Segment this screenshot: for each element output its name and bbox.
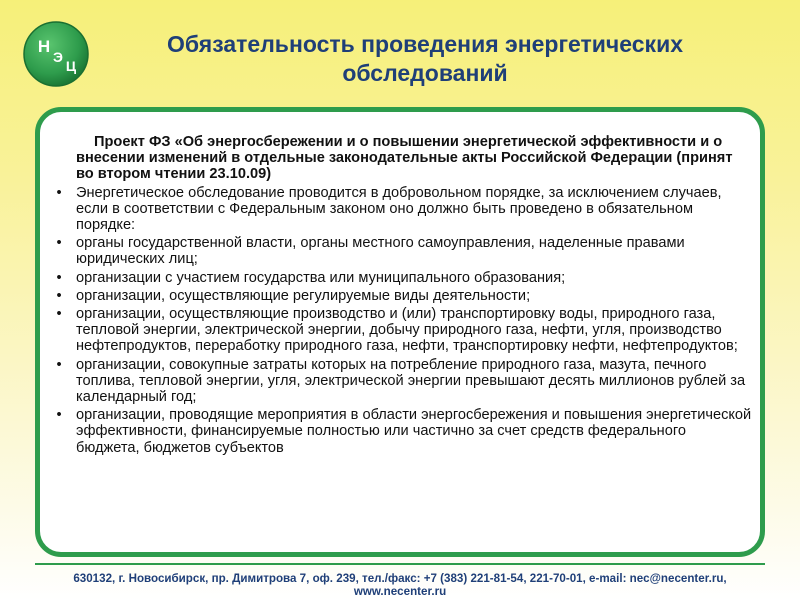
bullet-icon: • [56,269,62,286]
list-item [52,235,752,267]
list-item-text: организации, осуществляющие регулируемые виды деятельности; [76,287,531,304]
logo-letter-3: Ц [65,58,77,74]
necenter-logo [22,20,90,88]
bullet-icon: • [56,306,62,323]
footer-contacts: 630132, г. Новосибирск, пр. Димитрова 7, оф. 239, тел./факс: +7 (383) 221-81-54, 221-70-01, e-mail: nec@necenter.ru, www.necenter.ru [73,572,727,598]
content-body [52,124,752,458]
logo-letter-1: Н [37,37,51,56]
page-title: Обязательность проведения энергетических обследований [167,31,683,86]
list-item-text: организации, осуществляющие производство и (или) транспортировку воды, природного газа, тепловой энергии, электрической энергии, добычу природного газа, нефти, угля, производство нефтепродуктов, переработку природного газа, нефти, транспортировку нефти, нефтепродуктов; [76,306,738,355]
intro-paragraph: Проект ФЗ «Об энергосбережении и о повышении энергетической эффективности и о внесении изменений в отдельные законодательные акты Российской Федерации (принят во втором чтении 23.10.09) [76,134,733,183]
list-item [52,270,752,286]
bullet-icon: • [56,407,62,424]
list-item-text: организации, проводящие мероприятия в области энергосбережения и повышения энергетической эффективности, финансируемые полностью или частично за счет средств федерального бюджета, бюджетов субъектов [76,407,752,456]
requirements-list [52,185,752,456]
list-item [52,306,752,355]
list-item [52,357,752,406]
bullet-icon: • [56,356,62,373]
list-item [52,185,752,234]
bullet-icon: • [56,184,62,201]
footer-divider [35,563,765,565]
logo-letter-2: Э [53,49,63,65]
list-item-text: Энергетическое обследование проводится в добровольном порядке, за исключением случаев, если в соответствии с Федеральным законом оно должно быть проведено в обязательном порядке: [76,184,722,234]
list-item-text: организации с участием государства или муниципального образования; [76,269,566,286]
list-item-text: организации, совокупные затраты которых на потребление природного газа, мазута, печного топлива, тепловой энергии, угля, электрической энергии превышают десять миллионов рублей за календарный год; [76,356,746,406]
list-item-text: органы государственной власти, органы местного самоуправления, наделенные правами юридических лиц; [76,235,685,268]
list-item [52,288,752,304]
list-item [52,407,752,456]
bullet-icon: • [56,287,62,304]
bullet-icon: • [56,235,62,252]
logo-circle-icon [22,20,90,88]
